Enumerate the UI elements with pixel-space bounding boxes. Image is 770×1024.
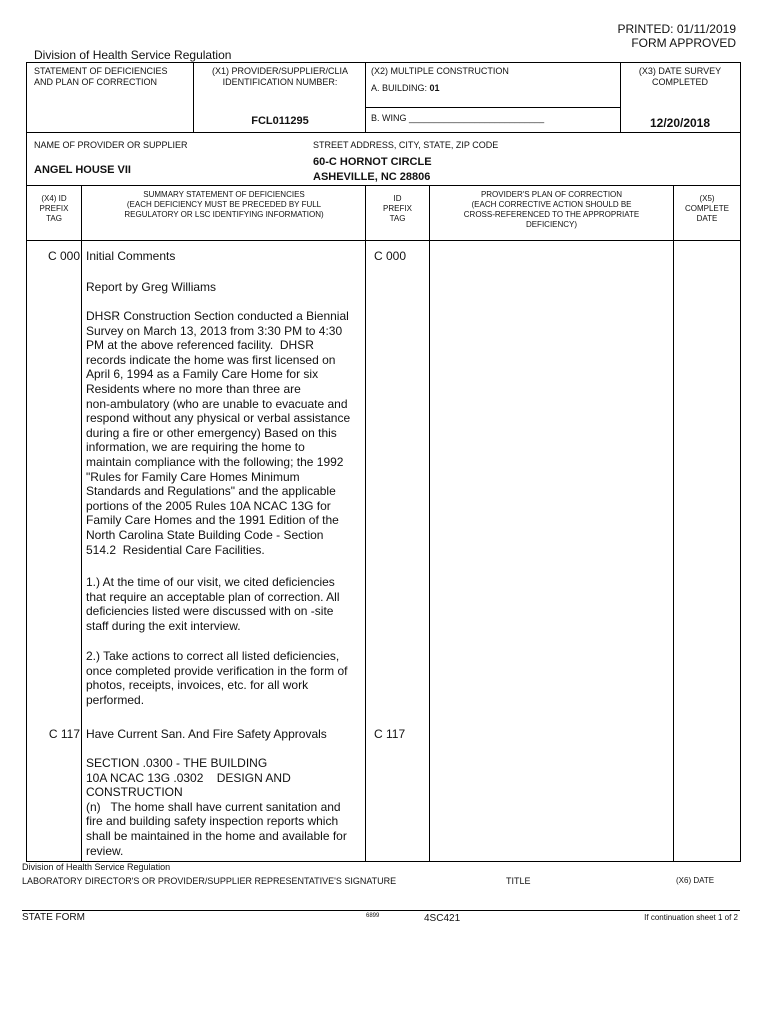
provider-name: ANGEL HOUSE VII: [34, 164, 131, 176]
tag-c000: C 000: [47, 249, 80, 263]
print-header: [617, 22, 736, 50]
divider: [26, 185, 740, 186]
form-approved: FORM APPROVED: [631, 36, 736, 50]
divider: [26, 240, 740, 241]
c000-title: Initial Comments: [86, 249, 176, 263]
paragraph-deficiencies: 1.) At the time of our visit, we cited deficiencies that require an acceptable plan of correction. All deficiencies listed were discussed with on -site staff during the exit interview.: [86, 575, 340, 633]
divider: [365, 107, 620, 108]
address-block: [313, 155, 432, 185]
col-id-header: ID PREFIX TAG: [383, 194, 412, 223]
col-summary-header: SUMMARY STATEMENT OF DEFICIENCIES (EACH DEFICIENCY MUST BE PRECEDED BY FULL REGULATORY OR LSC IDENTIFYING INFORMATION): [124, 190, 324, 219]
paragraph-section-0300: SECTION .0300 - THE BUILDING 10A NCAC 13G .0302 DESIGN AND CONSTRUCTION (n) The home shall have current sanitation and fire and building safety inspection reports which shall be maintained in the home and available for review.: [86, 756, 347, 858]
x3-label: (X3) DATE SURVEY COMPLETED: [638, 66, 722, 87]
footer-agency: Division of Health Service Regulation: [22, 862, 171, 872]
box-right-border: [740, 62, 741, 862]
tag-c000-right: C 000: [374, 249, 407, 263]
address-label: STREET ADDRESS, CITY, STATE, ZIP CODE: [313, 140, 499, 150]
paragraph-actions: 2.) Take actions to correct all listed deficiencies, once completed provide verification in the form of photos, receipts, invoices, etc. for all work performed.: [86, 649, 348, 707]
date-label: (X6) DATE: [676, 876, 715, 885]
provider-id: FCL011295: [251, 115, 309, 127]
divider: [22, 910, 740, 911]
col-x4-header: (X4) ID PREFIX TAG: [39, 194, 69, 223]
event-id: 4SC421: [424, 913, 461, 924]
c117-title: Have Current San. And Fire Safety Approvals: [86, 727, 327, 741]
divider: [81, 185, 82, 862]
paragraph-survey: DHSR Construction Section conducted a Biennial Survey on March 13, 2013 from 3:30 PM to 4:30 PM at the above referenced facility. DHSR records indicate the home was first licensed on April 6, 1994 as a Family Care Home for six Residents where no more than three are non-ambulatory (who are unable to evacuate and respond without any physical or verbal assistance during a fire or other emergency) Based on this information, we are requiring the home to maintain compliance with the following; the 1992 "Rules for Family Care Homes Minimum Standards and Regulations" and the applicable portions of the 2005 Rules 10A NCAC 13G for Family Care Homes and the 1991 Edition of the North Carolina State Building Code - Section 514.2 Residential Care Facilities.: [86, 309, 351, 557]
divider: [26, 132, 740, 133]
box-left-border: [26, 62, 27, 862]
x1-label: (X1) PROVIDER/SUPPLIER/CLIA IDENTIFICATION NUMBER:: [211, 66, 349, 87]
wing-field: B. WING ___________________________: [371, 113, 545, 123]
col-plan-header: PROVIDER'S PLAN OF CORRECTION (EACH CORRECTIVE ACTION SHOULD BE CROSS-REFERENCED TO THE APPROPRIATE DEFICIENCY): [463, 190, 640, 229]
divider: [193, 62, 194, 132]
continuation-sheet: If continuation sheet 1 of 2: [644, 913, 738, 922]
printed-date: PRINTED: 01/11/2019: [617, 22, 736, 36]
tag-c117-right: C 117: [374, 727, 406, 741]
building-label: A. BUILDING:: [371, 83, 428, 93]
signature-label: LABORATORY DIRECTOR'S OR PROVIDER/SUPPLIER REPRESENTATIVE'S SIGNATURE: [22, 876, 397, 886]
report-by: Report by Greg Williams: [86, 280, 217, 294]
state-form: STATE FORM: [22, 912, 85, 923]
col-x5-header: (X5) COMPLETE DATE: [684, 194, 729, 223]
survey-date: 12/20/2018: [649, 116, 711, 130]
divider: [620, 62, 621, 132]
address-line-2: ASHEVILLE, NC 28806: [313, 171, 431, 183]
x2-label: (X2) MULTIPLE CONSTRUCTION: [371, 66, 509, 76]
title-label: TITLE: [506, 876, 531, 886]
divider: [673, 185, 674, 862]
building-value: 01: [429, 83, 440, 93]
form-number: 6899: [366, 913, 380, 919]
divider: [365, 185, 366, 862]
address-line-1: 60-C HORNOT CIRCLE: [313, 156, 432, 168]
agency-title: Division of Health Service Regulation: [34, 48, 232, 62]
box-top-border: [26, 62, 740, 63]
statement-label: STATEMENT OF DEFICIENCIES AND PLAN OF CORRECTION: [34, 66, 168, 87]
divider: [429, 185, 430, 862]
building-field: [371, 83, 440, 94]
provider-name-label: NAME OF PROVIDER OR SUPPLIER: [34, 140, 188, 150]
divider: [365, 62, 366, 132]
tag-c117: C 117: [48, 727, 80, 741]
